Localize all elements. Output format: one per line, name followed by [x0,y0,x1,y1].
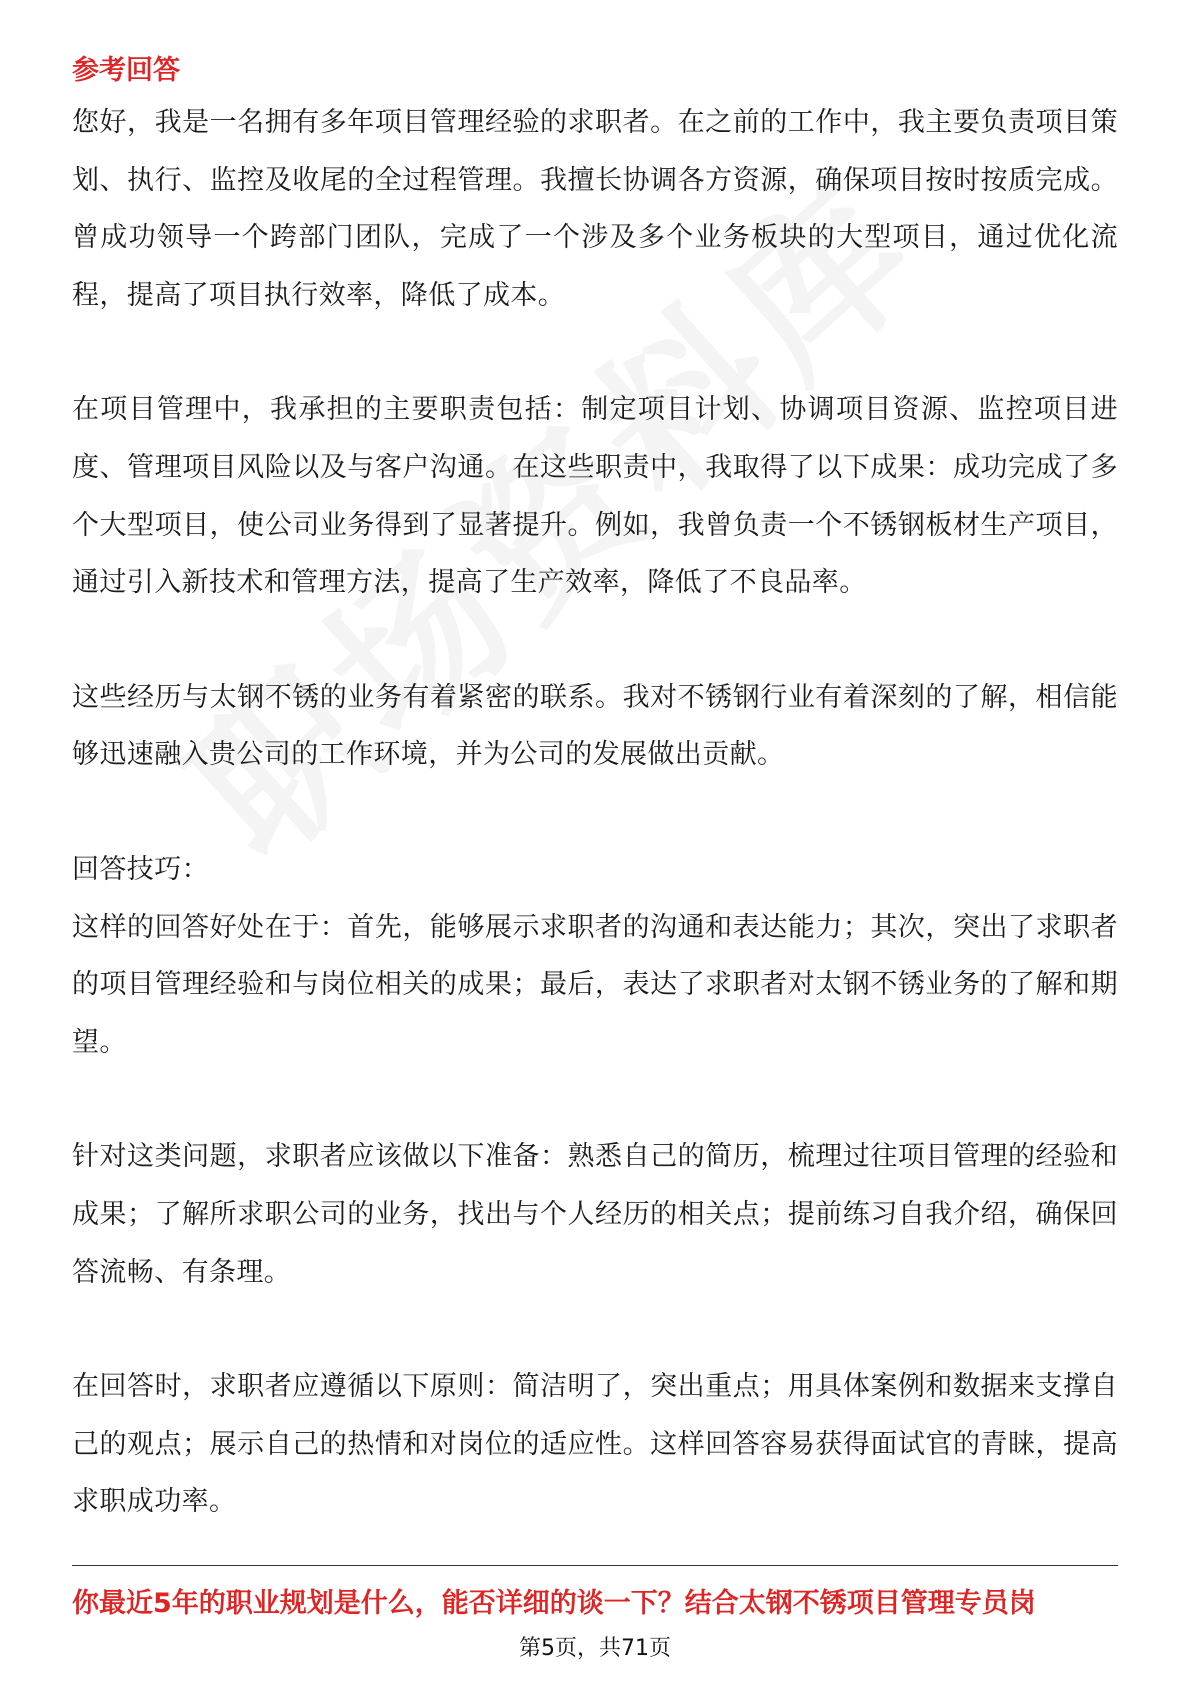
paragraph-spacer [72,1301,1118,1358]
divider-line [72,1565,1118,1566]
tips-heading: 回答技巧： [72,853,209,885]
section-title: 参考回答 [72,55,180,86]
answer-paragraph-1: 您好，我是一名拥有多年项目管理经验的求职者。在之前的工作中，我主要负责项目策划、执行、监控及收尾的全过程管理。我擅长协调各方资源，确保项目按时按质完成。曾成功领导一个跨部门团队，完成了一个涉及多个业务板块的大型项目，通过优化流程，提高了项目执行效率，降低了成本。 [72,107,1118,311]
tips-paragraph-2: 针对这类问题，求职者应该做以下准备：熟悉自己的简历，梳理过往项目管理的经验和成果；了解所求职公司的业务，找出与个人经历的相关点；提前练习自我介绍，确保回答流畅、有条理。 [72,1141,1118,1288]
paragraph-spacer [72,612,1118,669]
content-area [72,48,1118,1531]
tips-paragraph-3: 在回答时，求职者应遵循以下原则：简洁明了，突出重点；用具体案例和数据来支撑自己的观点；展示自己的热情和对岗位的适应性。这样回答容易获得面试官的青睐，提高求职成功率。 [72,1371,1118,1518]
page-number: 第5页，共71页 [519,1636,671,1661]
tips-paragraph-1: 这样的回答好处在于：首先，能够展示求职者的沟通和表达能力；其次，突出了求职者的项目管理经验和与岗位相关的成果；最后，表达了求职者对太钢不锈业务的了解和期望。 [72,911,1118,1058]
paragraph-spacer [72,1071,1118,1128]
answer-paragraph-3: 这些经历与太钢不锈的业务有着紧密的联系。我对不锈钢行业有着深刻的了解，相信能够迅速融入贵公司的工作环境，并为公司的发展做出贡献。 [72,681,1118,771]
answer-paragraph-2: 在项目管理中，我承担的主要职责包括：制定项目计划、协调项目资源、监控项目进度、管理项目风险以及与客户沟通。在这些职责中，我取得了以下成果：成功完成了多个大型项目，使公司业务得到了显著提升。例如，我曾负责一个不锈钢板材生产项目，通过引入新技术和管理方法，提高了生产效率，降低了不良品率。 [72,394,1118,599]
paragraph-spacer [72,324,1118,381]
paragraph-spacer [72,784,1118,841]
next-question-heading: 你最近5年的职业规划是什么，能否详细的谈一下？结合太钢不锈项目管理专员岗 [72,1588,1036,1619]
